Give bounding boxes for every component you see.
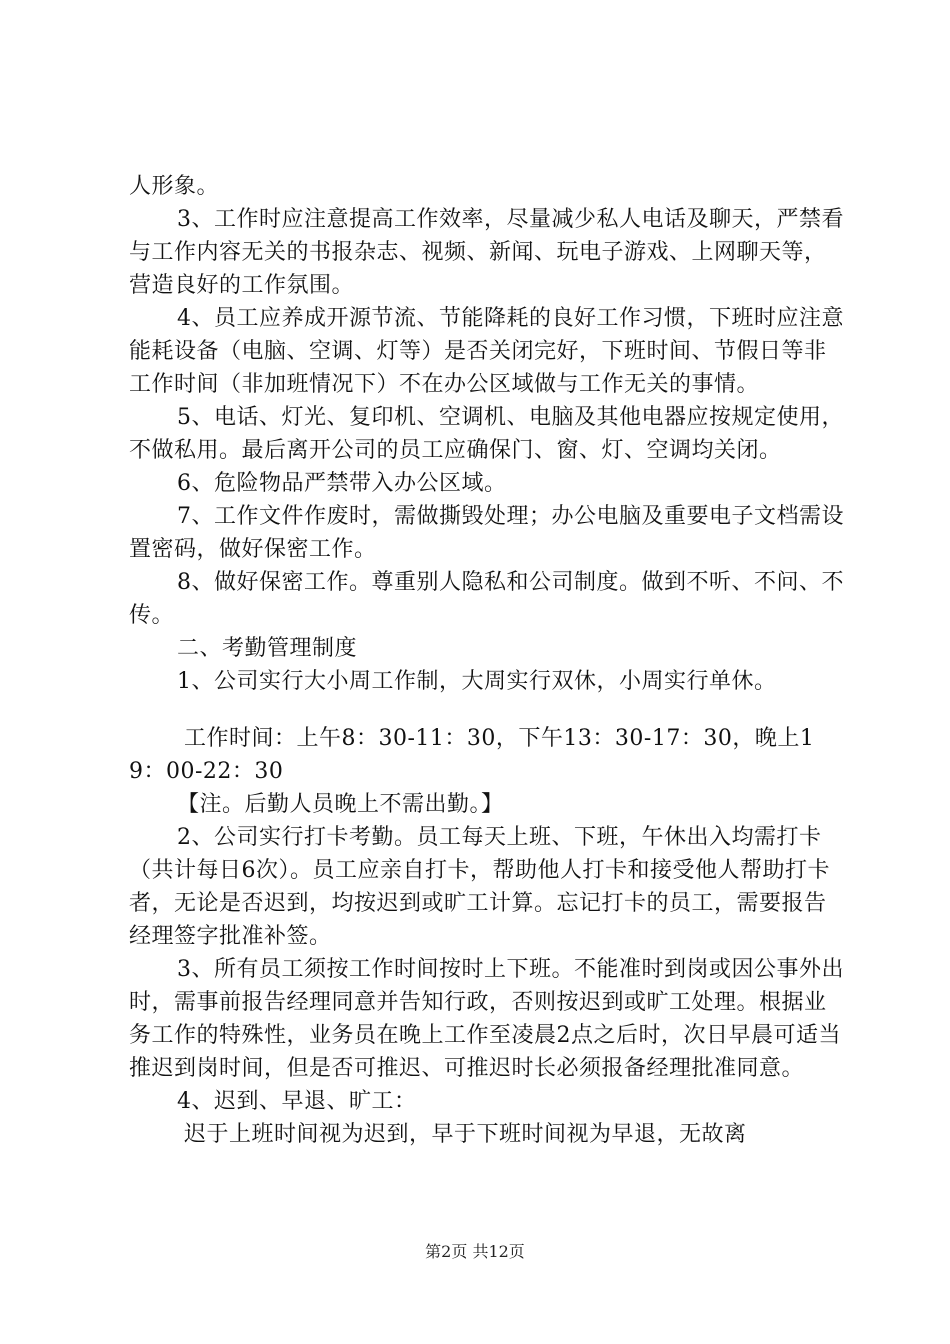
paragraph-item-3: 3、工作时应注意提高工作效率，尽量减少私人电话及聊天，严禁看与工作内容无关的书报杂志、视频、新闻、玩电子游戏、上网聊天等，营造良好的工作氛围。 <box>129 207 844 298</box>
paragraph-work-hours: 工作时间：上午8：30-11：30，下午13：30-17：30，晚上19：00-22：30 <box>129 726 815 784</box>
paragraph-item-7: 7、工作文件作废时，需做撕毁处理；办公电脑及重要电子文档需设置密码，做好保密工作。 <box>129 504 844 562</box>
paragraph-attendance-3: 3、所有员工须按工作时间按时上下班。不能准时到岗或因公事外出时，需事前报告经理同意并告知行政，否则按迟到或旷工处理。根据业务工作的特殊性，业务员在晚上工作至凌晨2点之后时，次日早晨可适当推迟到岗时间，但是否可推迟、可推迟时长必须报备经理批准同意。 <box>129 957 844 1081</box>
paragraph-attendance-4: 4、迟到、早退、旷工： <box>177 1089 417 1114</box>
section-heading-attendance: 二、考勤管理制度 <box>177 636 358 661</box>
document-body <box>129 170 845 1151</box>
paragraph-late-definition: 迟于上班时间视为迟到，早于下班时间视为早退，无故离 <box>184 1122 747 1147</box>
page-number-footer: 第2页 共12页 <box>425 1242 525 1261</box>
paragraph-item-6: 6、危险物品严禁带入办公区域。 <box>177 471 507 496</box>
paragraph-item-5: 5、电话、灯光、复印机、空调机、电脑及其他电器应按规定使用，不做私用。最后离开公司的员工应确保门、窗、灯、空调均关闭。 <box>129 405 844 463</box>
paragraph-attendance-2: 2、公司实行打卡考勤。员工每天上班、下班，午休出入均需打卡（共计每日6次）。员工应亲自打卡，帮助他人打卡和接受他人帮助打卡者，无论是否迟到，均按迟到或旷工计算。忘记打卡的员工，需要报告经理签字批准补签。 <box>129 825 830 949</box>
paragraph-continuation: 人形象。 <box>129 174 220 199</box>
paragraph-attendance-1: 1、公司实行大小周工作制，大周实行双休，小周实行单休。 <box>177 669 777 694</box>
paragraph-item-4: 4、员工应养成开源节流、节能降耗的良好工作习惯，下班时应注意能耗设备（电脑、空调、灯等）是否关闭完好，下班时间、节假日等非工作时间（非加班情况下）不在办公区域做与工作无关的事情。 <box>129 306 844 397</box>
paragraph-item-8: 8、做好保密工作。尊重别人隐私和公司制度。做到不听、不问、不传。 <box>129 570 844 628</box>
paragraph-note: 【注。后勤人员晚上不需出勤。】 <box>177 792 504 817</box>
